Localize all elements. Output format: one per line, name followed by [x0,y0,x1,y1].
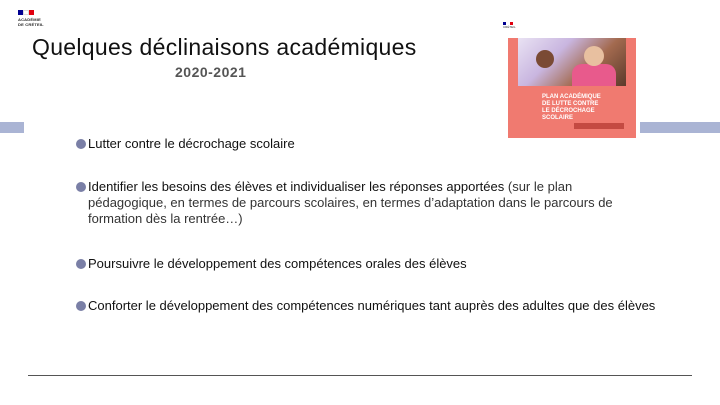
cover-child-1 [536,50,554,68]
cover-brand-text: CRÉTEIL [503,25,516,29]
plan-cover-image [508,38,636,138]
cover-child-2-shirt [572,64,616,86]
bullet-text-block [76,179,636,227]
logo-line-1: ACADÉMIE [18,17,41,22]
bullet-text-extra: (sur le plan pédagogique, en termes de parcours scolaires, en termes d’adaptation dans le parcours de formation dès la rentrée…) [88,179,613,226]
cover-title-line-1: PLAN ACADÉMIQUE [542,94,601,100]
bullet-text: Poursuivre le développement des compétences orales des élèves [88,256,467,271]
cover-title-line-3: LE DÉCROCHAGE [542,108,595,114]
bullet-item [76,179,636,227]
slide-title: Quelques déclinaisons académiques [32,34,417,60]
slide-subtitle: 2020-2021 [175,64,247,80]
bullet-item [76,136,636,152]
cover-title-line-2: DE LUTTE CONTRE [542,101,599,107]
cover-footer-band [574,123,624,129]
footer-divider [28,375,692,376]
bullet-dot-icon [76,301,86,311]
cover-title [542,94,601,122]
bullet-dot-icon [76,182,86,192]
cover-child-2 [584,46,604,66]
bullet-dot-icon [76,139,86,149]
bullet-text: Lutter contre le décrochage scolaire [88,136,295,151]
bullet-text: Identifier les besoins des élèves et individualiser les réponses apportées [88,179,505,194]
accent-bar-right [640,122,720,133]
logo-line-2: DE CRÉTEIL [18,22,44,27]
cover-brand-mark [503,22,519,36]
bullet-item [76,298,656,314]
bullet-text: Conforter le développement des compétences numériques tant auprès des adultes que des élèves [88,298,656,313]
cover-title-line-4: SCOLAIRE [542,115,574,121]
accent-bar-left [0,122,24,133]
bullet-item [76,256,636,272]
bullet-dot-icon [76,259,86,269]
french-flag-icon [18,10,34,15]
